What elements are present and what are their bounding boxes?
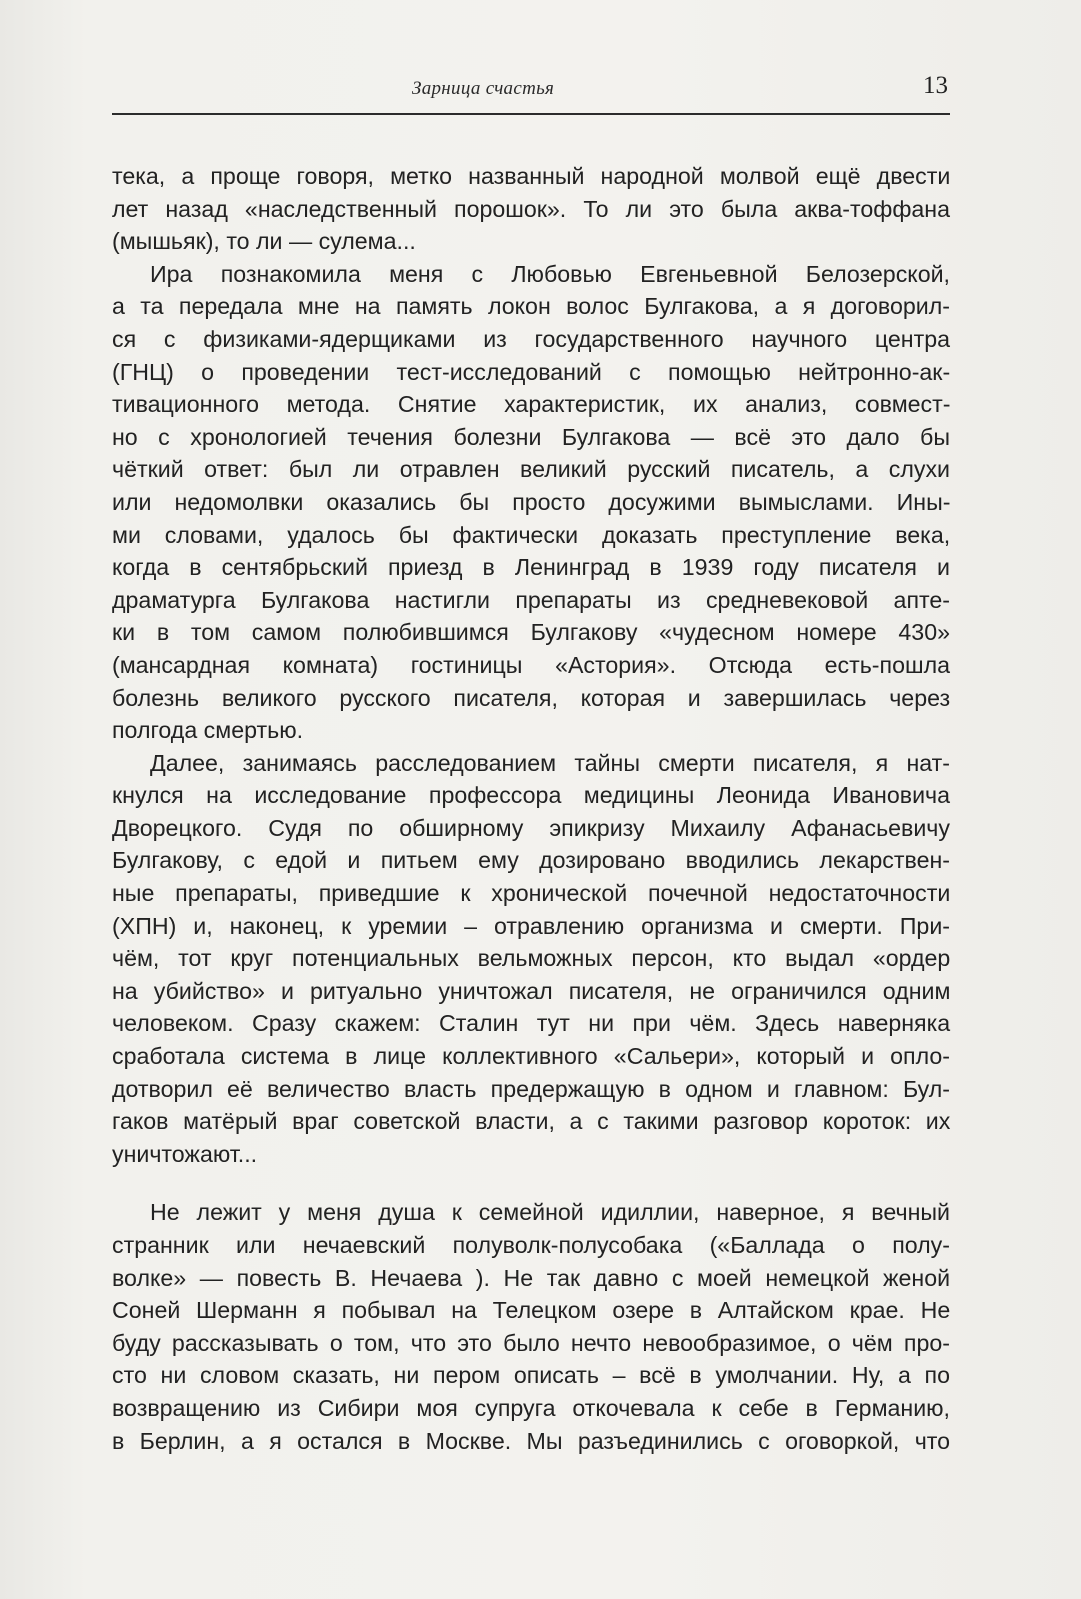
text-line: (ГНЦ) о проведении тест-исследований с помощью нейтронно-ак- (112, 358, 951, 385)
text-line: тивационного метода. Снятие характеристик, их анализ, совмест- (112, 391, 951, 418)
text-line: гаков матёрый враг советской власти, а с такими разговор короток: их (112, 1108, 951, 1135)
text-line: (мансардная комната) гостиницы «Астория». Отсюда есть-пошла (112, 651, 950, 678)
text-line: в Берлин, а я остался в Москве. Мы разъединились с оговоркой, что (112, 1427, 951, 1454)
text-line: (мышьяк), то ли — сулема... (112, 228, 416, 255)
text-line: Ира познакомила меня с Любовью Евгеньевной Белозерской, (150, 260, 950, 287)
text-line: возвращению из Сибири моя супруга откочевала к себе в Германию, (112, 1394, 950, 1421)
text-line: ные препараты, приведшие к хронической почечной недостаточности (112, 880, 951, 907)
page-number: 13 (923, 72, 948, 99)
section-gap (112, 1170, 950, 1196)
text-line: ми словами, удалось бы фактически доказать преступление века, (112, 521, 951, 548)
text-line: чём, тот круг потенциальных вельможных персон, кто выдал «ордер (112, 945, 951, 972)
text-line: странник или нечаевский полуволк-полусобака («Баллада о полу- (112, 1232, 950, 1258)
text-line: когда в сентябрьский приезд в Ленинград в 1939 году писателя и (112, 554, 950, 581)
text-line: лет назад «наследственный порошок». То ли это была аква-тоффана (112, 195, 951, 222)
text-line: болезнь великого русского писателя, которая и завершилась через (112, 684, 951, 711)
paragraph-1 (112, 160, 950, 258)
text-line: а та передала мне на память локон волос Булгакова, а я договорил- (112, 293, 950, 320)
text-line: на убийство» и ритуально уничтожал писателя, не ограничился одним (112, 977, 951, 1004)
text-line: волке» — повесть В. Нечаева ). Не так давно с моей немецкой женой (112, 1264, 951, 1291)
text-line: ся с физиками-ядерщиками из государственного научного центра (112, 325, 950, 352)
text-line: ки в том самом полюбившимся Булгакову «чудесном номере 430» (112, 619, 950, 646)
header-rule (112, 113, 950, 115)
paragraph-3 (112, 747, 950, 1171)
text-line: Дворецкого. Судя по обширному эпикризу Михаилу Афанасьевичу (112, 814, 950, 841)
text-line: Далее, занимаясь расследованием тайны смерти писателя, я нат- (150, 749, 950, 776)
text-line: или недомолвки оказались бы просто досужими вымыслами. Ины- (112, 488, 951, 515)
text-line: дотворил её величество власть предержащую в одном и главном: Бул- (112, 1075, 950, 1102)
text-line: сработала система в лице коллективного «Сальери», который и опло- (112, 1043, 950, 1070)
text-line: но с хронологией течения болезни Булгакова — всё это дало бы (112, 423, 950, 450)
text-line: (ХПН) и, наконец, к уремии – отравлению организма и смерти. При- (112, 912, 950, 939)
text-line: сто ни словом сказать, ни пером описать – всё в умолчании. Ну, а по (112, 1362, 950, 1389)
text-line: чёткий ответ: был ли отравлен великий русский писатель, а слухи (112, 456, 950, 483)
paragraph-2 (112, 258, 950, 747)
text-line: человеком. Сразу скажем: Сталин тут ни при чём. Здесь наверняка (112, 1010, 951, 1037)
text-line: Булгакову, с едой и питьем ему дозировано вводились лекарствен- (112, 847, 950, 874)
text-line: полгода смертью. (112, 717, 304, 744)
text-line: кнулся на исследование профессора медицины Леонида Ивановича (112, 782, 950, 809)
paragraph-4 (112, 1196, 950, 1457)
running-head (112, 72, 950, 114)
body-text (112, 160, 950, 1457)
text-line: уничтожают... (112, 1140, 258, 1167)
running-title: Зарница счастья (412, 78, 555, 99)
text-line: буду рассказывать о том, что это было нечто невообразимое, о чём про- (112, 1329, 950, 1356)
text-line: Соней Шерманн я побывал на Телецком озере в Алтайском крае. Не (112, 1297, 951, 1324)
text-line: Не лежит у меня душа к семейной идиллии, наверное, я вечный (150, 1199, 950, 1226)
text-line: тека, а проще говоря, метко названный народной молвой ещё двести (112, 163, 951, 189)
text-line: драматурга Булгакова настигли препараты из средневековой апте- (112, 586, 950, 613)
